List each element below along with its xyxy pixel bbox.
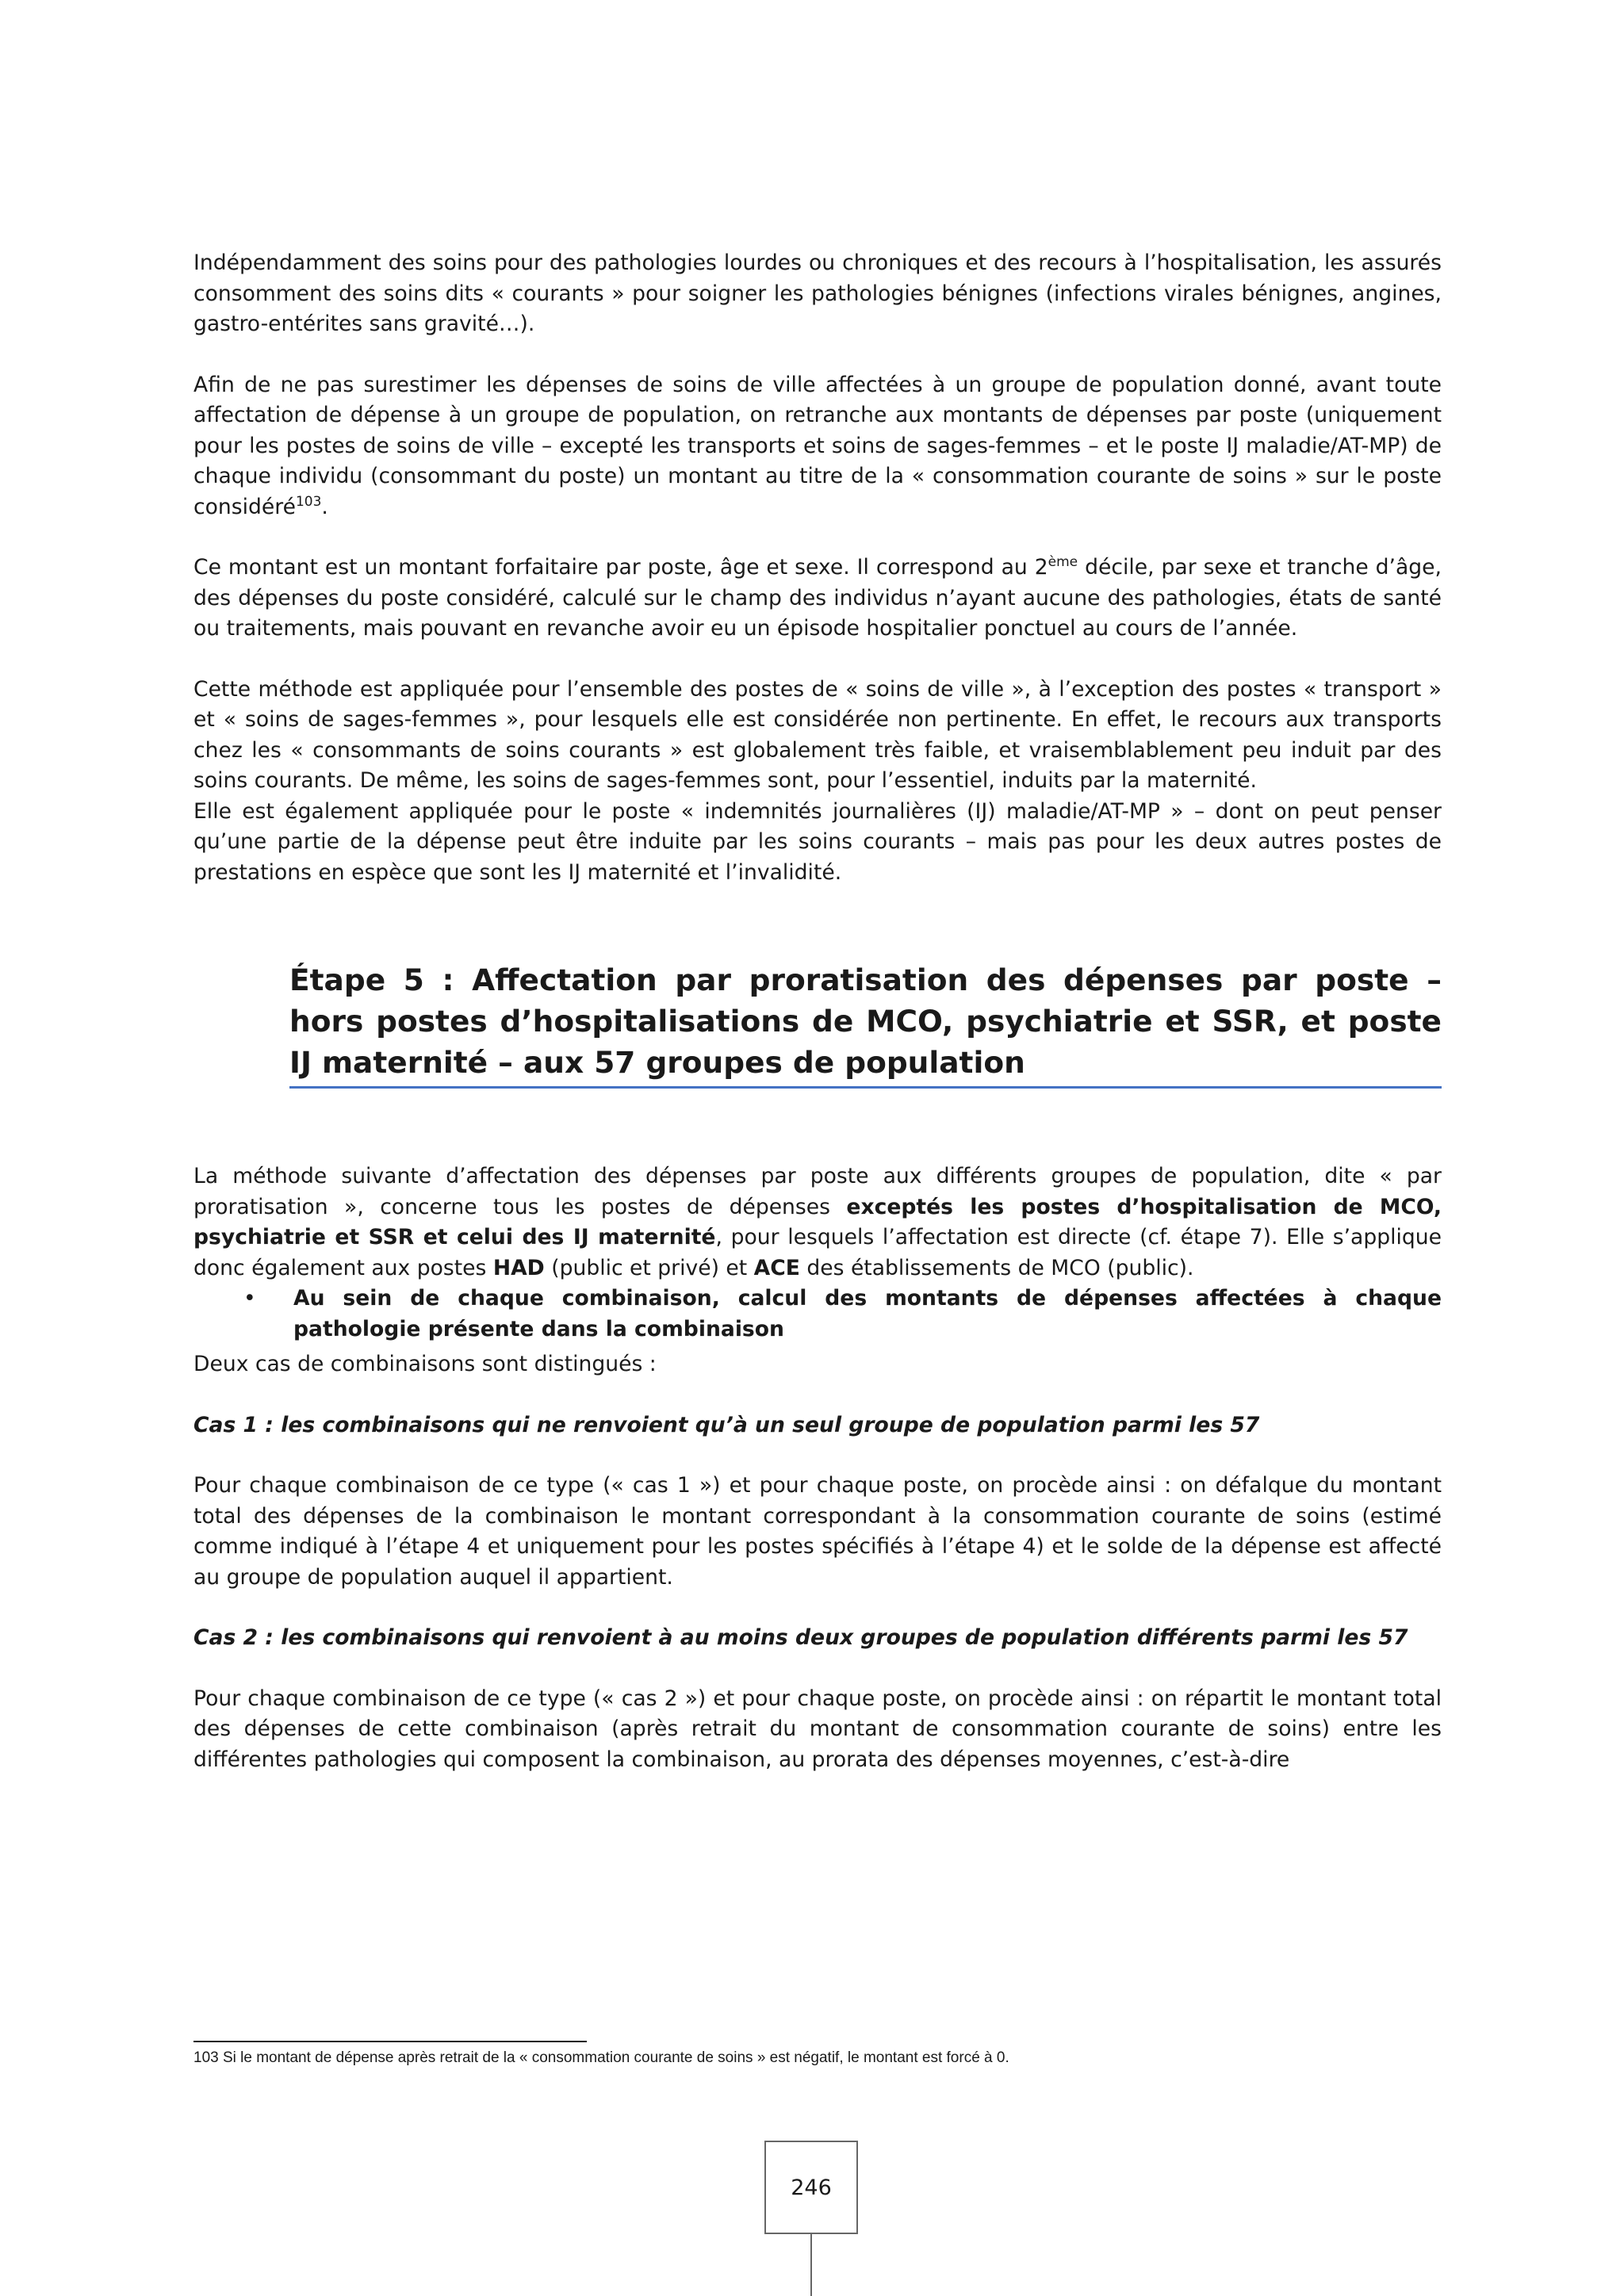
page-content: [193, 248, 1442, 1775]
section-heading-etape-5: Étape 5 : Affectation par proratisation des dépenses par poste – hors postes d’hospitalisations de MCO, psychiatrie et SSR, et poste IJ maternité – aux 57 groupes de population: [289, 962, 1442, 1080]
footnote-103: 103 Si le montant de dépense après retrait de la « consommation courante de soins » est négatif, le montant est forcé à 0.: [193, 2049, 1009, 2066]
paragraph-soins-courants: Indépendamment des soins pour des pathologies lourdes ou chroniques et des recours à l’hospitalisation, les assurés consomment des soins dits « courants » pour soigner les pathologies bénignes (infections virales bénignes, angines, gastro-entérites sans gravité…).: [193, 251, 1442, 336]
footnote-divider: [193, 2041, 587, 2042]
paragraph-retrait-montant: Afin de ne pas surestimer les dépenses de soins de ville affectées à un groupe de population donné, avant toute affectation de dépense à un groupe de population, on retranche aux montants de dépenses par poste (uniquement pour les postes de soins de ville – excepté les transports et soins de sages-femmes – et le poste IJ maladie/AT-MP) de chaque individu (consommant du poste) un montant au titre de la « consommation courante de soins » sur le poste considéré$^{103}$.: [193, 372, 1442, 519]
bold-ace: ACE: [753, 1255, 800, 1280]
bold-exceptions: exceptés les postes d’hospitalisation de MCO, psychiatrie et SSR et celui des IJ maternité: [193, 1194, 1442, 1249]
superscript-eme: ème: [1048, 554, 1078, 571]
page-number-connector-line: [810, 2234, 812, 2296]
paragraph-ij-maladie: Elle est également appliquée pour le poste « indemnités journalières (IJ) maladie/AT-MP » – dont on peut penser qu’une partie de la dépense peut être induite par les soins courants – mais pas pour les deux autres postes de prestations en espèce que sont les IJ maternité et l’invalidité.: [193, 798, 1442, 885]
bullet-dot-icon: •: [243, 1286, 256, 1311]
paragraph-cas-1: Pour chaque combinaison de ce type (« cas 1 ») et pour chaque poste, on procède ainsi : on défalque du montant total des dépenses de la combinaison le montant correspondant à la consommation courante de soins (estimé comme indiqué à l’étape 4 et uniquement pour les postes spécifiés à l’étape 4) et le solde de la dépense est affecté au groupe de population auquel il appartient.: [193, 1473, 1442, 1590]
paragraph-deux-cas: Deux cas de combinaisons sont distingués :: [193, 1352, 657, 1376]
bold-had: HAD: [492, 1255, 545, 1280]
paragraph-montant-forfaitaire: Ce montant est un montant forfaitaire par poste, âge et sexe. Il correspond au 2ème décile, par sexe et tranche d’âge, des dépenses du poste considéré, calculé sur le champ des individus n’ayant aucune des pathologies, états de santé ou traitements, mais pouvant en revanche avoir eu un épisode hospitalier ponctuel au cours de l’année.: [193, 554, 1442, 641]
paragraph-proratisation: La méthode suivante d’affectation des dépenses par poste aux différents groupes de population, dite « par proratisation », concerne tous les postes de dépenses exceptés les postes d’hospitalisation de MCO, psychiatrie et SSR et celui des IJ maternité, pour lesquels l’affectation est directe (cf. étape 7). Elle s’applique donc également aux postes HAD (public et privé) et ACE des établissements de MCO (public).: [193, 1164, 1442, 1280]
subheading-cas-1: Cas 1 : les combinaisons qui ne renvoient qu’à un seul groupe de population parmi les 57: [193, 1412, 1260, 1437]
section-heading-block: [289, 959, 1442, 1089]
paragraph-text: Afin de ne pas surestimer les dépenses de soins de ville affectées à un groupe de population donné, avant toute affectation de dépense à un groupe de population, on retranche aux montants de dépenses par poste (uniquement pour les postes de soins de ville – excepté les transports et soins de sages-femmes – et le poste IJ maladie/AT-MP) de chaque individu (consommant du poste) un montant au titre de la « consommation courante de soins » sur le poste considéré: [193, 372, 1442, 519]
page-number: 246: [791, 2175, 832, 2200]
bullet-item-calcul: • Au sein de chaque combinaison, calcul des montants de dépenses affectées à chaque pathologie présente dans la combinaison: [193, 1284, 1442, 1345]
paragraph-cas-2: Pour chaque combinaison de ce type (« cas 2 ») et pour chaque poste, on procède ainsi : on répartit le montant total des dépenses de cette combinaison (après retrait du montant de consommation courante de soins) entre les différentes pathologies qui composent la combinaison, au prorata des dépenses moyennes, c’est-à-dire: [193, 1686, 1442, 1772]
footnote-ref-103[interactable]: 103: [295, 493, 322, 510]
page-number-box: [764, 2141, 858, 2234]
paragraph-methode-appliquee: Cette méthode est appliquée pour l’ensemble des postes de « soins de ville », à l’exception des postes « transport » et « soins de sages-femmes », pour lesquels elle est considérée non pertinente. En effet, le recours aux transports chez les « consommants de soins courants » est globalement très faible, et vraisemblablement peu induit par des soins courants. De même, les soins de sages-femmes sont, pour l’essentiel, induits par la maternité.: [193, 676, 1442, 793]
subheading-cas-2: Cas 2 : les combinaisons qui renvoient à au moins deux groupes de population différents parmi les 57: [193, 1625, 1408, 1650]
